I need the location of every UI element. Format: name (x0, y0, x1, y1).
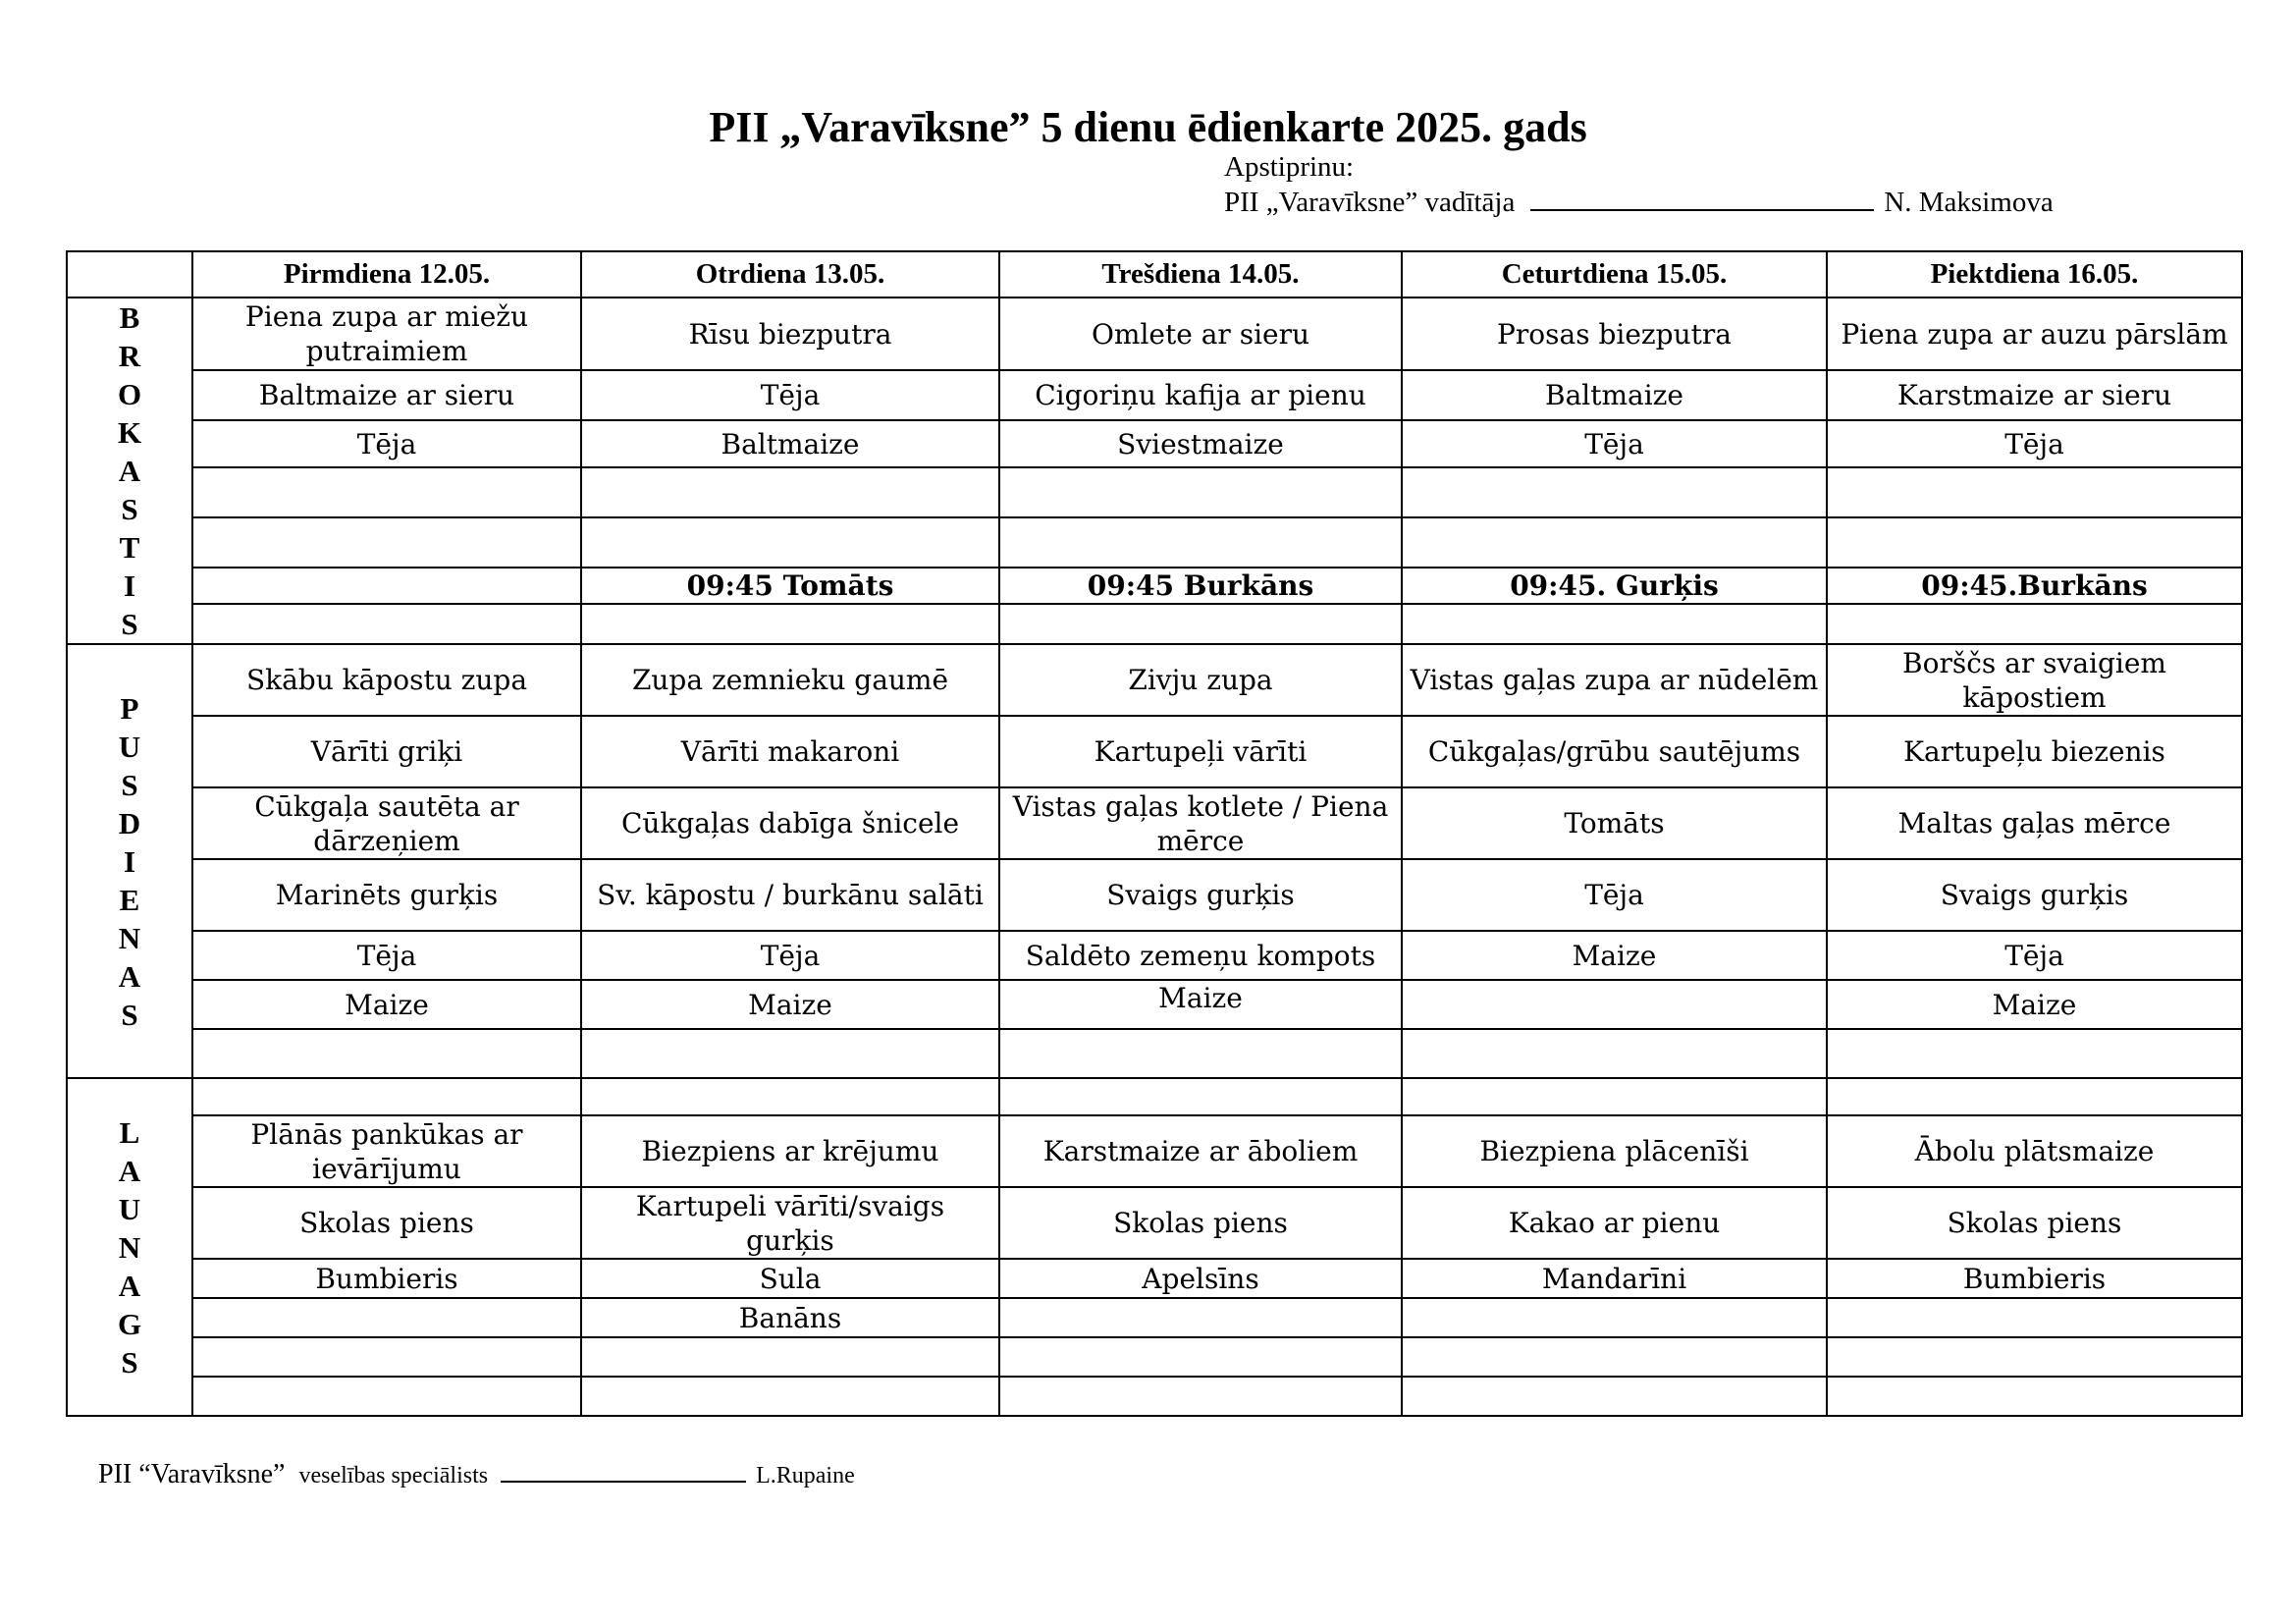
menu-cell: Marinēts gurķis (192, 859, 581, 931)
meal-letter: A (118, 454, 141, 488)
menu-cell (192, 1029, 581, 1078)
menu-cell: Cūkgaļa sautēta ar dārzeņiem (192, 787, 581, 859)
menu-cell (1402, 1078, 1827, 1115)
day-header: Ceturtdiena 15.05. (1402, 251, 1827, 298)
menu-cell (1402, 517, 1827, 568)
menu-cell: Skolas piens (192, 1187, 581, 1259)
menu-cell: Vārīti makaroni (581, 716, 999, 787)
menu-cell: Baltmaize (581, 420, 999, 467)
menu-cell: Maize (1402, 931, 1827, 980)
menu-cell: Piena zupa ar auzu pārslām (1827, 298, 2242, 370)
menu-cell: Tēja (1402, 859, 1827, 931)
menu-cell (581, 1337, 999, 1377)
menu-cell: Biezpiens ar krējumu (581, 1115, 999, 1187)
meal-letter: A (118, 1268, 141, 1303)
menu-row (67, 931, 2242, 980)
menu-cell: Maize (999, 980, 1402, 1029)
menu-row (67, 1259, 2242, 1298)
menu-cell (1402, 1377, 1827, 1416)
menu-cell (1402, 1029, 1827, 1078)
menu-cell: Cigoriņu kafija ar pienu (999, 370, 1402, 420)
menu-cell: Prosas biezputra (1402, 298, 1827, 370)
meal-letter: I (123, 568, 136, 603)
menu-row (67, 1078, 2242, 1115)
menu-cell (581, 467, 999, 517)
menu-cell (999, 1377, 1402, 1416)
menu-row (67, 298, 2242, 370)
meal-letter: B (119, 300, 140, 335)
meal-letter: S (121, 1344, 138, 1380)
menu-cell: Maltas gaļas mērce (1827, 787, 2242, 859)
footer-signature-blank (501, 1459, 746, 1483)
menu-cell: Svaigs gurķis (999, 859, 1402, 931)
menu-cell: Tēja (1827, 931, 2242, 980)
meal-letter: N (118, 1229, 141, 1265)
menu-cell (1402, 604, 1827, 644)
menu-row (67, 1029, 2242, 1078)
menu-cell: Vistas gaļas kotlete / Piena mērce (999, 787, 1402, 859)
menu-row (67, 1377, 2242, 1416)
menu-cell: Rīsu biezputra (581, 298, 999, 370)
menu-cell: Cūkgaļas dabīga šnicele (581, 787, 999, 859)
menu-row (67, 644, 2242, 716)
meal-letter: S (121, 997, 138, 1032)
menu-cell: Cūkgaļas/grūbu sautējums (1402, 716, 1827, 787)
menu-cell: 09:45.Burkāns (1827, 568, 2242, 605)
menu-cell: Sv. kāpostu / burkānu salāti (581, 859, 999, 931)
menu-row (67, 787, 2242, 859)
menu-cell: Karstmaize ar sieru (1827, 370, 2242, 420)
approval-label: Apstiprinu: (1224, 151, 1355, 183)
menu-cell: Kakao ar pienu (1402, 1187, 1827, 1259)
menu-cell (192, 467, 581, 517)
meal-letter: A (118, 958, 141, 994)
meal-label (67, 1078, 192, 1416)
menu-cell: Kartupeļi vārīti (999, 716, 1402, 787)
menu-cell: Borščs ar svaigiem kāpostiem (1827, 644, 2242, 716)
menu-cell: Vārīti griķi (192, 716, 581, 787)
menu-cell: Baltmaize ar sieru (192, 370, 581, 420)
menu-cell: Plānās pankūkas ar ievārījumu (192, 1115, 581, 1187)
meal-letter: R (118, 339, 141, 373)
menu-cell: Tēja (192, 931, 581, 980)
menu-cell: Sviestmaize (999, 420, 1402, 467)
menu-cell: Ābolu plātsmaize (1827, 1115, 2242, 1187)
day-header: Pirmdiena 12.05. (192, 251, 581, 298)
menu-cell: Skābu kāpostu zupa (192, 644, 581, 716)
menu-cell (192, 1337, 581, 1377)
menu-cell (581, 604, 999, 644)
menu-cell (1827, 1337, 2242, 1377)
menu-row (67, 980, 2242, 1029)
menu-cell (192, 604, 581, 644)
menu-cell (581, 1029, 999, 1078)
menu-cell (192, 1298, 581, 1337)
menu-cell (1827, 517, 2242, 568)
menu-cell (192, 517, 581, 568)
menu-cell (192, 1078, 581, 1115)
menu-cell (999, 467, 1402, 517)
approval-block (1224, 149, 2054, 220)
footer-org: PII “Varavīksne” (98, 1459, 286, 1489)
menu-row (67, 370, 2242, 420)
day-header: Piektdiena 16.05. (1827, 251, 2242, 298)
meal-letter: A (118, 1153, 141, 1188)
menu-row (67, 517, 2242, 568)
menu-cell: 09:45. Gurķis (1402, 568, 1827, 605)
meal-label (67, 644, 192, 1078)
menu-cell (1827, 467, 2242, 517)
day-header: Otrdiena 13.05. (581, 251, 999, 298)
meal-letter: I (123, 843, 136, 879)
menu-cell (581, 1377, 999, 1416)
menu-cell: 09:45 Tomāts (581, 568, 999, 605)
menu-row (67, 1115, 2242, 1187)
menu-cell: Biezpiena plācenīši (1402, 1115, 1827, 1187)
day-header: Trešdiena 14.05. (999, 251, 1402, 298)
menu-cell (999, 1078, 1402, 1115)
menu-cell: Tēja (581, 931, 999, 980)
menu-cell: Tēja (1402, 420, 1827, 467)
meal-letter: T (119, 530, 140, 565)
menu-cell: Apelsīns (999, 1259, 1402, 1298)
menu-cell: Baltmaize (1402, 370, 1827, 420)
menu-row (67, 716, 2242, 787)
menu-cell (1827, 1377, 2242, 1416)
menu-row (67, 604, 2242, 644)
menu-row (67, 859, 2242, 931)
menu-cell: Sula (581, 1259, 999, 1298)
menu-cell: Banāns (581, 1298, 999, 1337)
menu-cell: Maize (192, 980, 581, 1029)
menu-cell: 09:45 Burkāns (999, 568, 1402, 605)
menu-row (67, 1187, 2242, 1259)
header-row (67, 251, 2242, 298)
menu-cell: Zivju zupa (999, 644, 1402, 716)
menu-cell (999, 1029, 1402, 1078)
menu-cell: Kartupeļu biezenis (1827, 716, 2242, 787)
menu-cell: Skolas piens (1827, 1187, 2242, 1259)
menu-cell: Skolas piens (999, 1187, 1402, 1259)
footer-signature (98, 1458, 855, 1492)
menu-cell (1827, 1298, 2242, 1337)
menu-cell (1402, 1298, 1827, 1337)
menu-cell: Omlete ar sieru (999, 298, 1402, 370)
menu-cell: Saldēto zemeņu kompots (999, 931, 1402, 980)
menu-cell: Bumbieris (1827, 1259, 2242, 1298)
meal-label (67, 298, 192, 644)
menu-cell (581, 1078, 999, 1115)
menu-cell (1402, 467, 1827, 517)
approval-role: PII „Varavīksne” vadītāja (1224, 187, 1516, 218)
menu-cell (1827, 1029, 2242, 1078)
menu-cell: Tēja (192, 420, 581, 467)
menu-cell (1402, 980, 1827, 1029)
page-title: PII „Varavīksne” 5 dienu ēdienkarte 2025. gads (709, 103, 1587, 151)
menu-cell (192, 568, 581, 605)
menu-cell: Maize (1827, 980, 2242, 1029)
menu-cell: Maize (581, 980, 999, 1029)
menu-cell (1827, 604, 2242, 644)
menu-cell: Piena zupa ar miežu putraimiem (192, 298, 581, 370)
menu-cell: Svaigs gurķis (1827, 859, 2242, 931)
menu-row (67, 1337, 2242, 1377)
menu-cell: Kartupeli vārīti/svaigs gurķis (581, 1187, 999, 1259)
menu-row (67, 1298, 2242, 1337)
meal-letter: G (117, 1306, 142, 1341)
meal-letter: S (121, 607, 138, 641)
menu-cell (192, 1377, 581, 1416)
meal-letter: L (119, 1114, 140, 1150)
meal-letter: S (121, 767, 138, 802)
menu-cell (999, 1337, 1402, 1377)
meal-letter: E (119, 882, 140, 917)
menu-cell (581, 517, 999, 568)
menu-cell (1402, 1337, 1827, 1377)
meal-letter: S (121, 492, 138, 526)
meal-letter: K (117, 415, 142, 450)
menu-cell: Tēja (581, 370, 999, 420)
meal-letter: D (118, 805, 141, 840)
menu-cell: Zupa zemnieku gaumē (581, 644, 999, 716)
menu-cell (999, 604, 1402, 644)
approval-signature-line (1224, 185, 2054, 220)
menu-cell (999, 517, 1402, 568)
menu-cell: Tēja (1827, 420, 2242, 467)
menu-cell: Karstmaize ar āboliem (999, 1115, 1402, 1187)
menu-table (66, 250, 2243, 1417)
header-corner (67, 251, 192, 298)
footer-name: L.Rupaine (756, 1463, 855, 1489)
signature-blank (1530, 186, 1874, 211)
menu-row (67, 568, 2242, 605)
approval-name: N. Maksimova (1884, 187, 2054, 218)
meal-letter: U (118, 1191, 141, 1226)
meal-letter: P (120, 690, 139, 726)
menu-cell: Vistas gaļas zupa ar nūdelēm (1402, 644, 1827, 716)
menu-row (67, 420, 2242, 467)
footer-role: veselības speciālists (298, 1463, 489, 1489)
meal-letter: N (118, 920, 141, 955)
menu-cell (1827, 1078, 2242, 1115)
menu-row (67, 467, 2242, 517)
menu-cell (999, 1298, 1402, 1337)
meal-letter: O (117, 377, 142, 411)
menu-cell: Mandarīni (1402, 1259, 1827, 1298)
meal-letter: U (118, 729, 141, 764)
menu-body (67, 298, 2242, 1416)
menu-cell: Bumbieris (192, 1259, 581, 1298)
menu-cell: Tomāts (1402, 787, 1827, 859)
